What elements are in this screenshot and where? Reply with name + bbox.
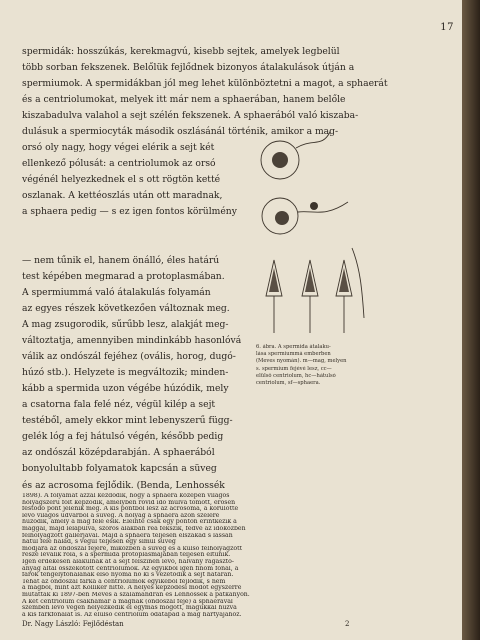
- text-middle: [22, 253, 248, 381]
- text-line: spermiumok. A spermidákban jól meg lehet különböztetni a magot, a sphaerát: [22, 78, 388, 90]
- caption-line: elülső centriolum, hc—hátulsó: [256, 372, 336, 379]
- text-line: kiszabadulva valahol a sejt szélén fekszenek. A sphaerából való kiszaba-: [22, 110, 359, 122]
- text-line: több sorban fekszenek. Belőlük fejlődnek bizonyos átalakulások útján a: [22, 62, 355, 74]
- text-top: [22, 44, 452, 221]
- text-line: a kis farkfonalat is. Az elülső centriolum odatapad a mag hártyájához.: [22, 611, 242, 618]
- text-line: része leválik róla, s a spermida protoplasmájában teljesen eltűnik.: [22, 552, 231, 559]
- text-line: testéből, amely ekkor mint lebenyszerű függ-: [22, 415, 233, 427]
- text-line: orsó oly nagy, hogy végei elérik a sejt két: [22, 142, 215, 154]
- text-line: húzó stb.). Helyzete is megváltozik; minden-: [22, 367, 229, 379]
- spermium-head: [269, 268, 279, 292]
- caption-line: s. spermium fejévé lesz, cc—: [256, 365, 332, 372]
- text-line: bonyolultabb folyamatok kapcsán a süveg: [22, 463, 217, 475]
- spermida-illustration: [252, 118, 372, 340]
- nucleus: [275, 211, 289, 225]
- caption-line: centriolum, sf—sphaera.: [256, 380, 321, 387]
- caption-line: lása spermiummá emberben: [256, 351, 331, 358]
- text-line: változtatja, amennyiben mindinkább hasonlóvá: [22, 335, 242, 347]
- page-number: 17: [440, 22, 454, 33]
- spermium-head: [305, 268, 315, 292]
- text-bottom: [22, 381, 452, 494]
- text-line: válik az ondószál fejéhez (ovális, horog, dugó-: [22, 351, 236, 363]
- text-line: az ondószál középdarabján. A sphaerából: [22, 447, 215, 459]
- spermida-figure: [252, 118, 372, 340]
- text-line: farok tengelyfonalának első nyoma nő ki s vezetődik a sejt határán.: [22, 572, 234, 579]
- text-line: húzódik, amely a mag felé esik. Eleinte csak egy ponton érintkezik a: [22, 519, 237, 526]
- text-line: Igen érdekesen alakulnak át a sejt felszínén levő, halvány ragasztó-: [22, 558, 234, 565]
- text-line: módjára az ondószál fejére, miközben a süveg és a külső felhólyagzott: [22, 545, 243, 552]
- tail-filament: [352, 248, 364, 318]
- text-line: a csatorna fala felé néz, végül kilép a sejt: [22, 399, 216, 411]
- text-line: A két centriolum csakhamar a magnak (ondószál feje) a sphaerával: [22, 598, 233, 605]
- text-line: hátul felé halad, s végül teljesen egy simul süveg: [22, 539, 176, 546]
- text-line: szemben levő végén helyezkedik el egymás mögött, magukkal húzva: [22, 605, 237, 612]
- text-line: felhólyagzott gallérjával. Majd a sphaera teljesen elszakad s lassan: [22, 532, 233, 539]
- text-line: gelék lóg a fej hátulsó végén, később pedig: [22, 431, 224, 443]
- text-line: — nem tűnik el, hanem önálló, éles határú: [22, 255, 220, 266]
- text-line: és az acrosoma fejlődik. (Benda, Lenhossék: [22, 479, 225, 491]
- text-line: a sphaera pedig — s ez igen fontos körülmény: [22, 206, 237, 218]
- text-line: test képében megmarad a protoplasmában.: [22, 271, 225, 283]
- text-line: mutatták ki 1897-ben Meves a szalamandrán és Lenhossék a patkányon.: [22, 591, 250, 598]
- footer-signature: 2: [345, 620, 350, 628]
- text-line: A spermiummá való átalakulás folyamán: [22, 287, 211, 299]
- text-line: anyag által összekötött centriolumok. Az egyikből igen finom fonal, a: [22, 565, 239, 572]
- caption-line: (Meves nyomán). m—mag, melyen: [256, 358, 347, 365]
- text-line: maggal, majd lelapulva, szoros alakban reá fekszik, fedve az időközben: [22, 525, 246, 532]
- text-line: spermidák: hosszúkás, kerekmagvú, kisebb sejtek, amelyek legbelül: [22, 46, 340, 57]
- nucleus: [272, 152, 288, 168]
- text-line: és a centriolumokat, melyek itt már nem a sphaerában, hanem belőle: [22, 94, 346, 106]
- text-line: ellenkező pólusát: a centriolumok az orsó: [22, 158, 216, 170]
- text-line: Tehát az ondószál farka a centriolumok egyikéből fejlődik, s nem: [22, 578, 226, 585]
- tail-filament: [298, 202, 348, 212]
- caption-line: 6. ábra. A spermida átalaku-: [256, 344, 331, 350]
- text-line: hólyagszerű folt képződik, amelyben rövid idő mulva tömött, erősen: [22, 499, 236, 506]
- book-binding: [462, 0, 480, 640]
- text-line: kább a spermida uzon végébe húzódik, mely: [22, 383, 229, 394]
- text-line: végénél helyezkednek el s ott rögtön ketté: [22, 174, 221, 186]
- tail-filament: [296, 132, 330, 148]
- text-line: festődő pont jelenik meg. A kis pontból lesz az acrosoma, a körülötte: [22, 506, 239, 513]
- footer-author: Dr. Nagy László: Fejlődéstan: [22, 620, 124, 628]
- text-line: oszlanak. A kettéoszlás után ott maradnak,: [22, 190, 223, 202]
- text-line: dulásuk a spermiocyták második oszlásánál történik, amikor a mag-: [22, 126, 339, 138]
- text-line: az egyes részek következően változnak meg.: [22, 303, 230, 315]
- text-line: a magból, mint azt Kölliker hitte. A helyes képződési módot egyszerre: [22, 585, 242, 592]
- text-bottom-lines: [22, 493, 452, 618]
- spermium-head: [339, 268, 349, 292]
- figure-caption: [256, 344, 374, 387]
- centriolum: [310, 202, 318, 210]
- text-line: A mag zsugorodik, sűrűbb lesz, alakját meg-: [22, 319, 229, 331]
- text-line: levő világos udvarból a süveg. A hólyag a sphaera azon szélére: [22, 512, 220, 519]
- text-line: 1898). A folyamat azzal kezdődik, hogy a sphaera közepén világos: [22, 493, 230, 499]
